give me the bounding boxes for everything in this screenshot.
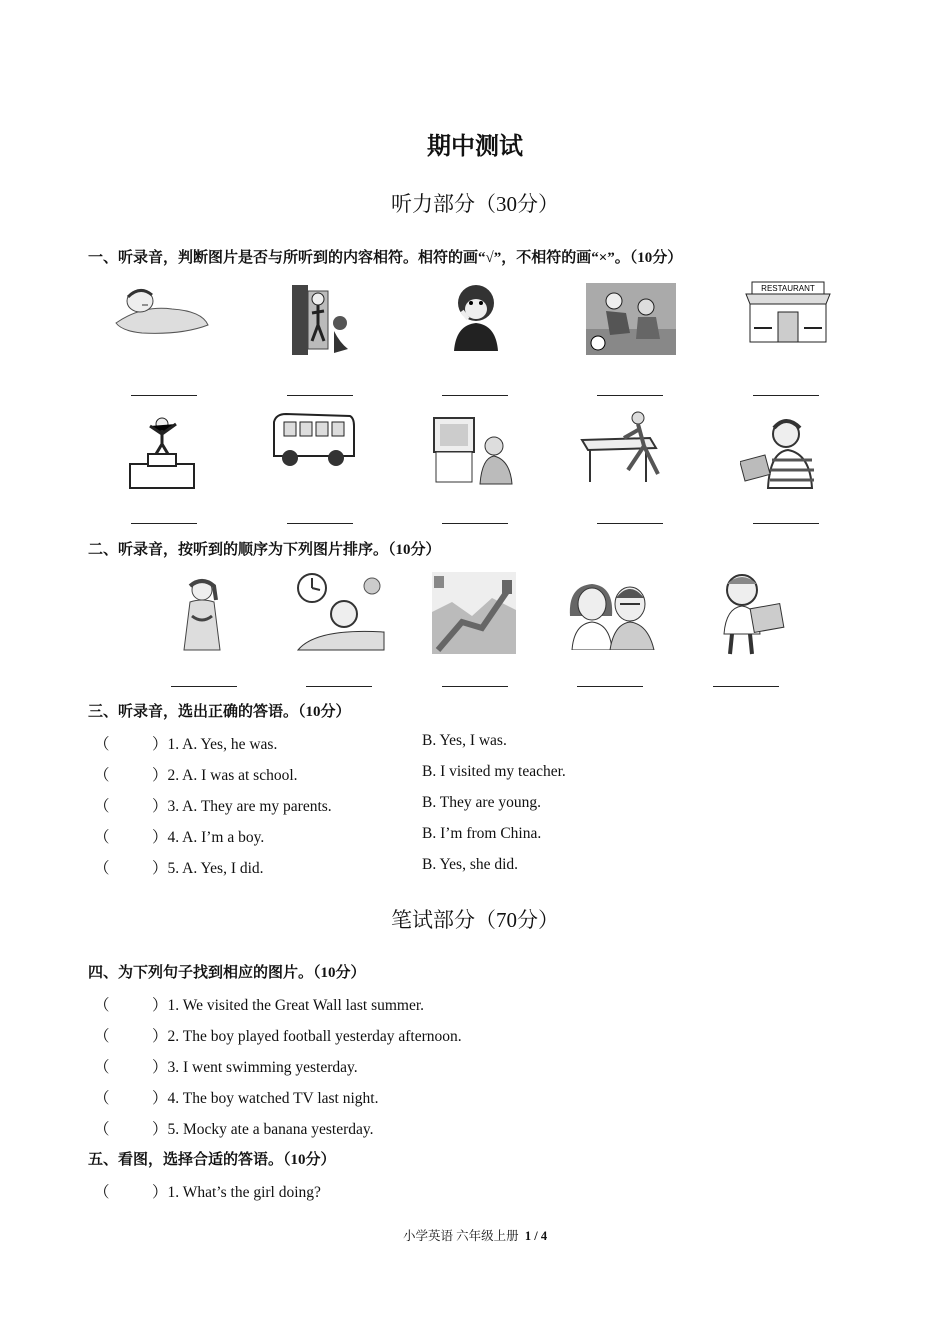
page-total: 4 — [540, 1229, 548, 1243]
section-4-heading: 四、为下列句子找到相应的图片。（10分） — [88, 965, 366, 981]
answer-blank[interactable] — [131, 523, 197, 524]
boy-with-book-icon — [712, 570, 786, 656]
question-item: （ ）3. I went swimming yesterday. — [94, 1059, 358, 1076]
answer-blank[interactable] — [597, 523, 663, 524]
answer-paren[interactable]: （ — [94, 1121, 110, 1138]
answer-blank[interactable] — [131, 395, 197, 396]
monkey-eating-icon — [444, 281, 508, 357]
answer-paren[interactable]: （ — [94, 1059, 110, 1076]
question-item: （ ）1. What’s the girl doing? — [94, 1184, 321, 1201]
question-item: （ ）2. The boy played football yesterday afternoon. — [94, 1028, 462, 1045]
question-item: （ ）5. A. Yes, I did. B. Yes, she did. — [94, 856, 519, 877]
question-item: （ ）4. The boy watched TV last night. — [94, 1090, 379, 1107]
question-item: （ ）3. A. They are my parents. B. They are young. — [94, 794, 541, 815]
bus-icon — [270, 410, 356, 470]
answer-paren[interactable]: （ — [94, 860, 110, 877]
girl-reading-icon — [740, 414, 824, 490]
question-item: （ ）1. We visited the Great Wall last summer. — [94, 997, 425, 1014]
option-a: 4. A. I’m a boy. — [167, 829, 265, 846]
footer-label: 小学英语 六年级上册 — [402, 1229, 519, 1243]
answer-blank[interactable] — [753, 395, 819, 396]
question-item: （ ）1. A. Yes, he was. B. Yes, I was. — [94, 732, 507, 753]
page-number: 1 — [524, 1229, 532, 1243]
question-text: 2. The boy played football yesterday afternoon. — [167, 1028, 462, 1045]
question-item: （ ）5. Mocky ate a banana yesterday. — [94, 1121, 374, 1138]
kids-football-icon — [586, 283, 676, 355]
question-text: 3. I went swimming yesterday. — [167, 1059, 358, 1076]
answer-paren[interactable]: （ — [94, 1090, 110, 1107]
question-text: 1. What’s the girl doing? — [167, 1184, 321, 1201]
answer-paren[interactable]: （ — [94, 829, 110, 846]
option-b: B. They are young. — [422, 794, 541, 811]
answer-blank[interactable] — [713, 686, 779, 687]
answer-blank[interactable] — [577, 686, 643, 687]
answer-blank[interactable] — [753, 523, 819, 524]
winner-podium-icon — [126, 414, 198, 490]
ping-pong-player-icon — [580, 410, 674, 490]
answer-blank[interactable] — [597, 395, 663, 396]
question-item: （ ）4. A. I’m a boy. B. I’m from China. — [94, 825, 542, 846]
document-title: 期中测试 — [427, 134, 523, 160]
question-text: 1. We visited the Great Wall last summer. — [167, 997, 425, 1014]
answer-blank[interactable] — [171, 686, 237, 687]
answer-paren[interactable]: （ — [94, 1028, 110, 1045]
answer-paren[interactable]: （ — [94, 997, 110, 1014]
question-text: 4. The boy watched TV last night. — [167, 1090, 379, 1107]
answer-paren[interactable]: （ — [94, 798, 110, 815]
great-wall-icon — [432, 572, 516, 654]
sleeping-child-icon — [112, 283, 212, 335]
answer-blank[interactable] — [306, 686, 372, 687]
answer-blank[interactable] — [287, 395, 353, 396]
answer-blank[interactable] — [287, 523, 353, 524]
answer-paren[interactable]: （ — [94, 767, 110, 784]
restaurant-sign: RESTAURANT — [761, 284, 815, 293]
answer-paren[interactable]: （ — [94, 1184, 110, 1201]
answer-blank[interactable] — [442, 523, 508, 524]
option-a: 5. A. Yes, I did. — [167, 860, 264, 877]
section-1-heading: 一、听录音，判断图片是否与所听到的内容相符。相符的画“√”，不相符的画“×”。（10分） — [88, 250, 683, 266]
answer-paren[interactable]: （ — [94, 736, 110, 753]
option-a: 1. A. Yes, he was. — [167, 736, 278, 753]
option-a: 2. A. I was at school. — [167, 767, 298, 784]
question-item: （ ）2. A. I was at school. B. I visited my teacher. — [94, 763, 566, 784]
parents-couple-icon — [564, 576, 660, 650]
girl-watching-tv-icon — [432, 414, 516, 490]
question-text: 5. Mocky ate a banana yesterday. — [167, 1121, 374, 1138]
written-section-header: 笔试部分（70分） — [391, 908, 559, 932]
sick-girl-icon — [172, 576, 238, 652]
section-2-heading: 二、听录音，按听到的顺序为下列图片排序。（10分） — [88, 542, 441, 558]
listening-section-header: 听力部分（30分） — [391, 192, 559, 216]
answer-blank[interactable] — [442, 395, 508, 396]
option-b: B. I’m from China. — [422, 825, 542, 842]
option-b: B. Yes, she did. — [422, 856, 519, 873]
section-5-heading: 五、看图，选择合适的答语。（10分） — [88, 1152, 336, 1168]
section-3-heading: 三、听录音，选出正确的答语。（10分） — [88, 704, 351, 720]
climbing-kids-icon — [290, 283, 352, 357]
option-b: B. Yes, I was. — [422, 732, 507, 749]
boy-waking-icon — [296, 572, 386, 652]
page-footer: 小学英语 六年级上册 1 / 4 — [402, 1229, 548, 1243]
answer-blank[interactable] — [442, 686, 508, 687]
option-a: 3. A. They are my parents. — [167, 798, 332, 815]
restaurant-icon — [742, 280, 834, 344]
option-b: B. I visited my teacher. — [422, 763, 566, 780]
